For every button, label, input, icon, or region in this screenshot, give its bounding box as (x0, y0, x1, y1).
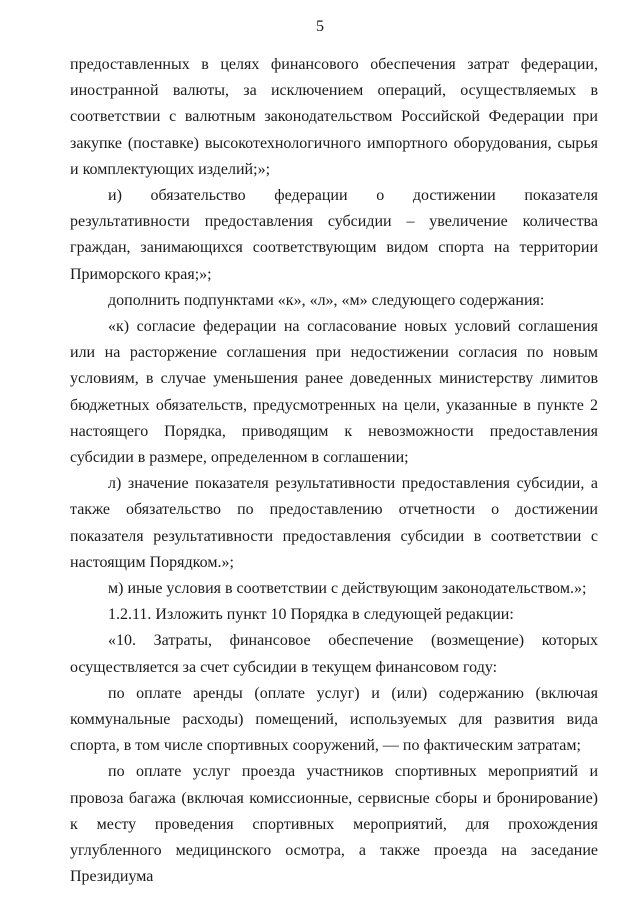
paragraph-supplement-intro: дополнить подпунктами «к», «л», «м» следующего содержания: (108, 291, 545, 309)
paragraph-travel-costs: по оплате услуг проезда участников спортивных мероприятий и провоза багажа (включая комиссионные, сервисные сборы и бронирование) к месту проведения спортивных мероприятий, для прохождения углубленного медицинского осмотра, а также проезда на заседание Президиума (70, 763, 598, 886)
paragraph-section-1-2-11: 1.2.11. Изложить пункт 10 Порядка в следующей редакции: (108, 606, 514, 624)
paragraph-subitem-k: «к) согласие федерации на согласование новых условий соглашения или на расторжение соглашения при недостижении согласия по новым условиям, в случае уменьшения ранее доведенных министерству лимитов бюджетных обязательств, предусмотренных на цели, указанные в пункте 2 настоящего Порядка, приводящим к невозможности предоставления субсидии в размере, определенном в соглашении; (70, 318, 598, 467)
document-body (70, 52, 598, 891)
paragraph-rent-costs: по оплате аренды (оплате услуг) и (или) содержанию (включая коммунальные расходы) помещений, используемых для развития вида спорта, в том числе спортивных сооружений, — по фактическим затратам; (70, 684, 598, 755)
paragraph-subitem-i: и) обязательство федерации о достижении показателя результативности предоставления субсидии – увеличение количества граждан, занимающихся соответствующим видом спорта на территории Приморского края;»; (70, 187, 598, 283)
page-number: 5 (316, 18, 324, 35)
paragraph-subitem-m: м) иные условия в соответствии с действующим законодательством.»; (108, 580, 587, 598)
paragraph-subitem-l: л) значение показателя результативности предоставления субсидии, а также обязательство по предоставлению отчетности о достижении показателя результативности предоставления субсидии в соответствии с настоящим Порядком.»; (70, 475, 598, 571)
paragraph-item-10: «10. Затраты, финансовое обеспечение (возмещение) которых осуществляется за счет субсидии в текущем финансовом году: (70, 632, 598, 676)
paragraph-continuation: предоставленных в целях финансового обеспечения затрат федерации, иностранной валюты, за исключением операций, осуществляемых в соответствии с валютным законодательством Российской Федерации при закупке (поставке) высокотехнологичного импортного оборудования, сырья и комплектующих изделий;»; (70, 56, 598, 178)
